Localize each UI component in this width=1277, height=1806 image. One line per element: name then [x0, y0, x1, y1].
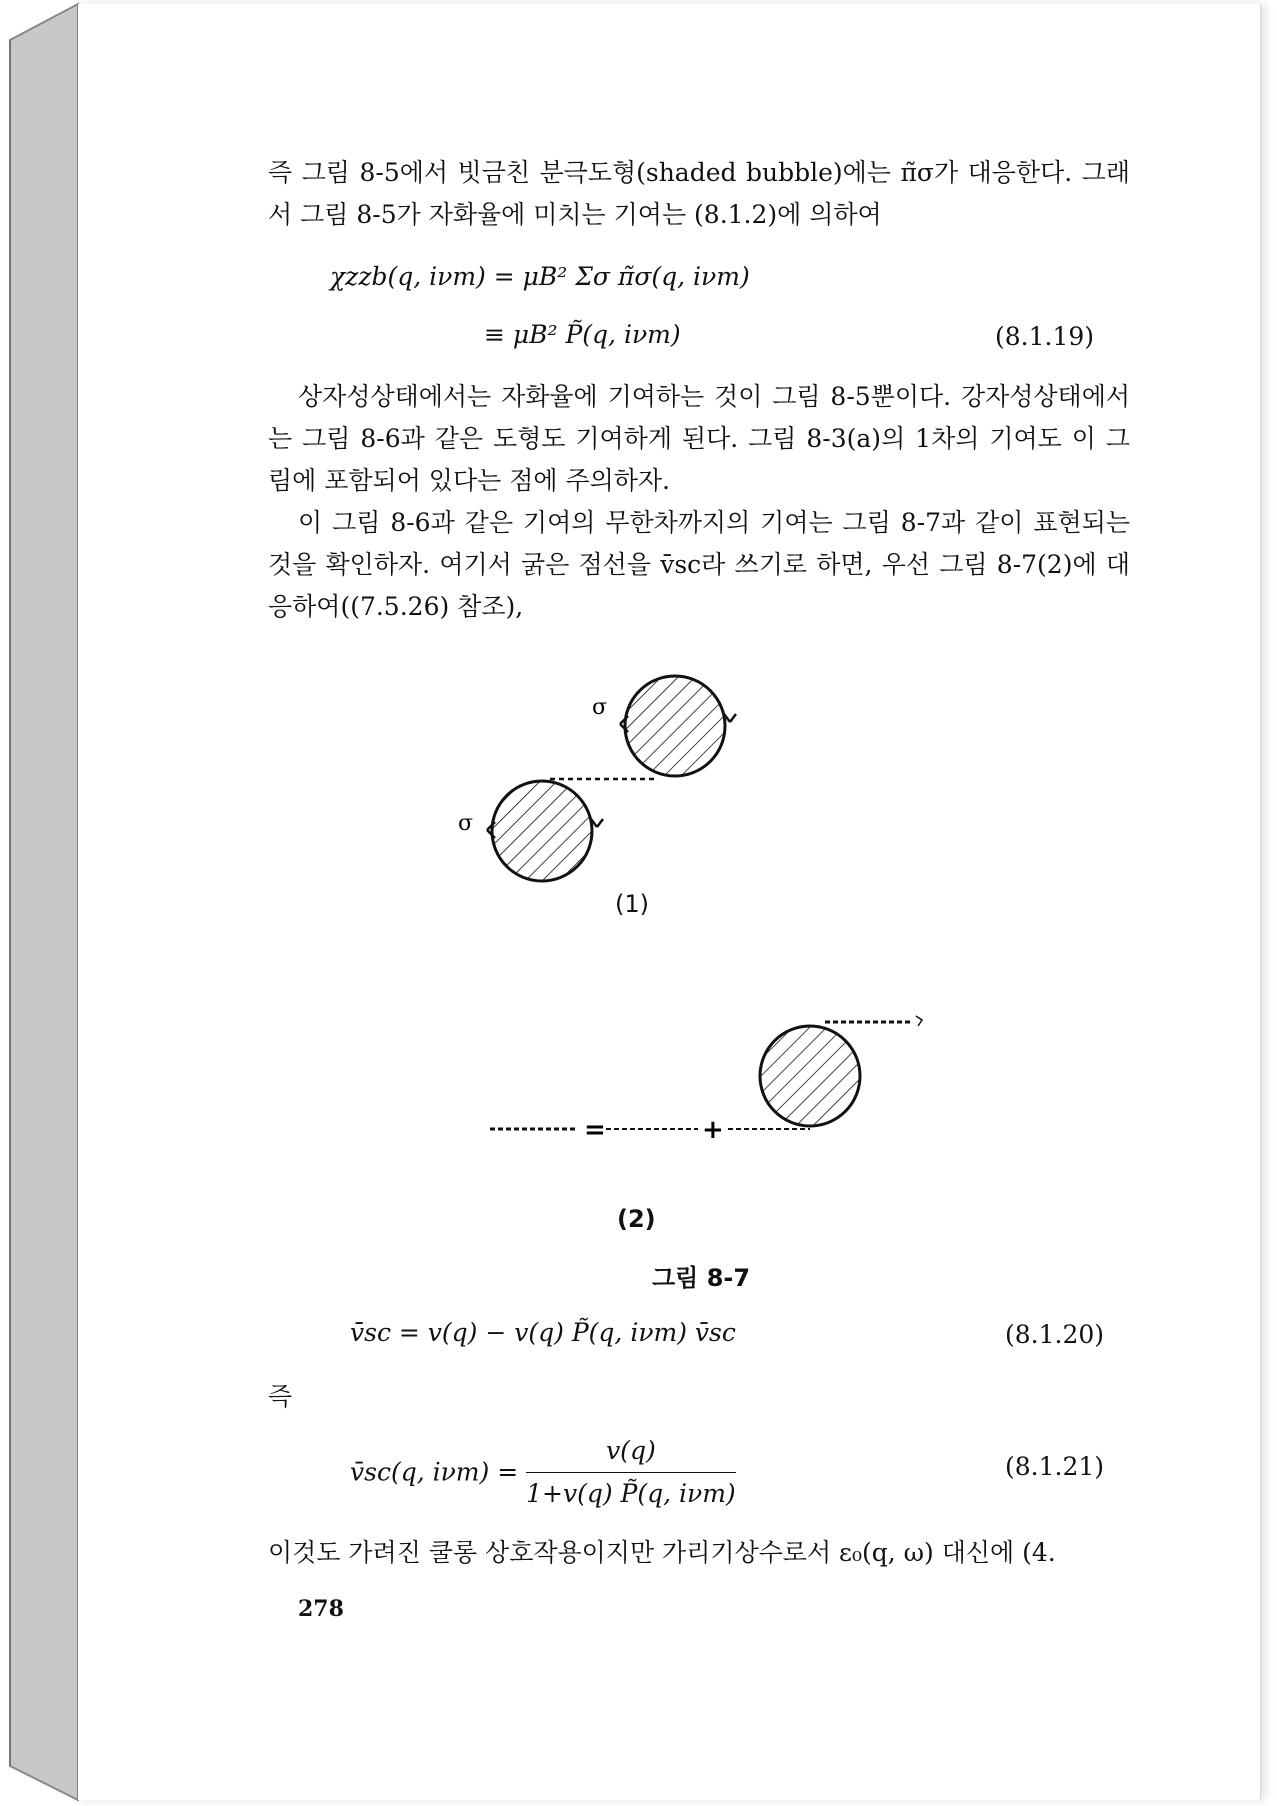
book-spine [0, 0, 80, 1806]
sigma-label-upper: σ [592, 695, 608, 720]
paragraph-1-block [268, 152, 1130, 236]
shaded-bubble-lower [487, 781, 603, 881]
equation-8-1-21-denominator: 1+v(q) P̃(q, iνm) [526, 1479, 736, 1508]
shaded-bubble [760, 1026, 860, 1126]
plus-sign: + [702, 1115, 724, 1145]
shaded-bubble-upper [620, 676, 736, 776]
equation-number-8-1-19: (8.1.19) [995, 322, 1095, 351]
figure-part1-label: (1) [615, 890, 649, 918]
figure-8-7-part2 [480, 1000, 940, 1150]
sigma-label-lower: σ [458, 811, 474, 836]
page-number: 278 [298, 1596, 344, 1622]
equation-8-1-21-numerator: v(q) [526, 1432, 736, 1473]
equation-8-1-20: v̄sc = v(q) − v(q) P̃(q, iνm) v̄sc [350, 1318, 736, 1347]
figure-caption: 그림 8-7 [652, 1264, 751, 1292]
equation-8-1-19-line1: χzzb(q, iνm) = μB² Σσ π̃σ(q, iνm) [330, 262, 750, 291]
figure-part2-label: (2) [617, 1205, 656, 1233]
paragraph-4-block [268, 1376, 1130, 1418]
paragraph-2: 상자성상태에서는 자화율에 기여하는 것이 그림 8-5뿐이다. 강자성상태에서는 그림 8-6과 같은 도형도 기여하게 된다. 그림 8-3(a)의 1차의 기여도 이 그림에 포함되어 있다는 점에 주의하자. [268, 382, 1130, 495]
equation-8-1-21-lhs: v̄sc(q, iνm) = [350, 1457, 519, 1487]
equation-8-1-21-fraction [526, 1432, 736, 1513]
figure-8-7-part1 [440, 660, 760, 900]
paragraph-5: 이것도 가려진 쿨롱 상호작용이지만 가리기상수로서 ε₀(q, ω) 대신에 (4. [268, 1538, 1056, 1567]
paragraph-5-block [268, 1532, 1130, 1574]
paragraph-3: 이 그림 8-6과 같은 기여의 무한차까지의 기여는 그림 8-7과 같이 표현되는 것을 확인하자. 여기서 굵은 점선을 v̄sc라 쓰기로 하면, 우선 그림 8-7(2)에 대응하여((7.5.26) 참조), [268, 508, 1130, 621]
equation-number-8-1-21: (8.1.21) [1005, 1452, 1105, 1481]
equation-8-1-19-line2: ≡ μB² P̃(q, iνm) [484, 320, 681, 349]
equation-8-1-21 [350, 1432, 736, 1513]
paragraph-1: 즉 그림 8-5에서 빗금친 분극도형(shaded bubble)에는 π̃σ가 대응한다. 그래서 그림 8-5가 자화율에 미치는 기여는 (8.1.2)에 의하여 [268, 158, 1130, 229]
equals-sign: = [584, 1115, 606, 1145]
equation-number-8-1-20: (8.1.20) [1005, 1320, 1105, 1349]
paragraph-4: 즉 [268, 1382, 293, 1411]
paragraph-2-3-block [268, 376, 1130, 628]
